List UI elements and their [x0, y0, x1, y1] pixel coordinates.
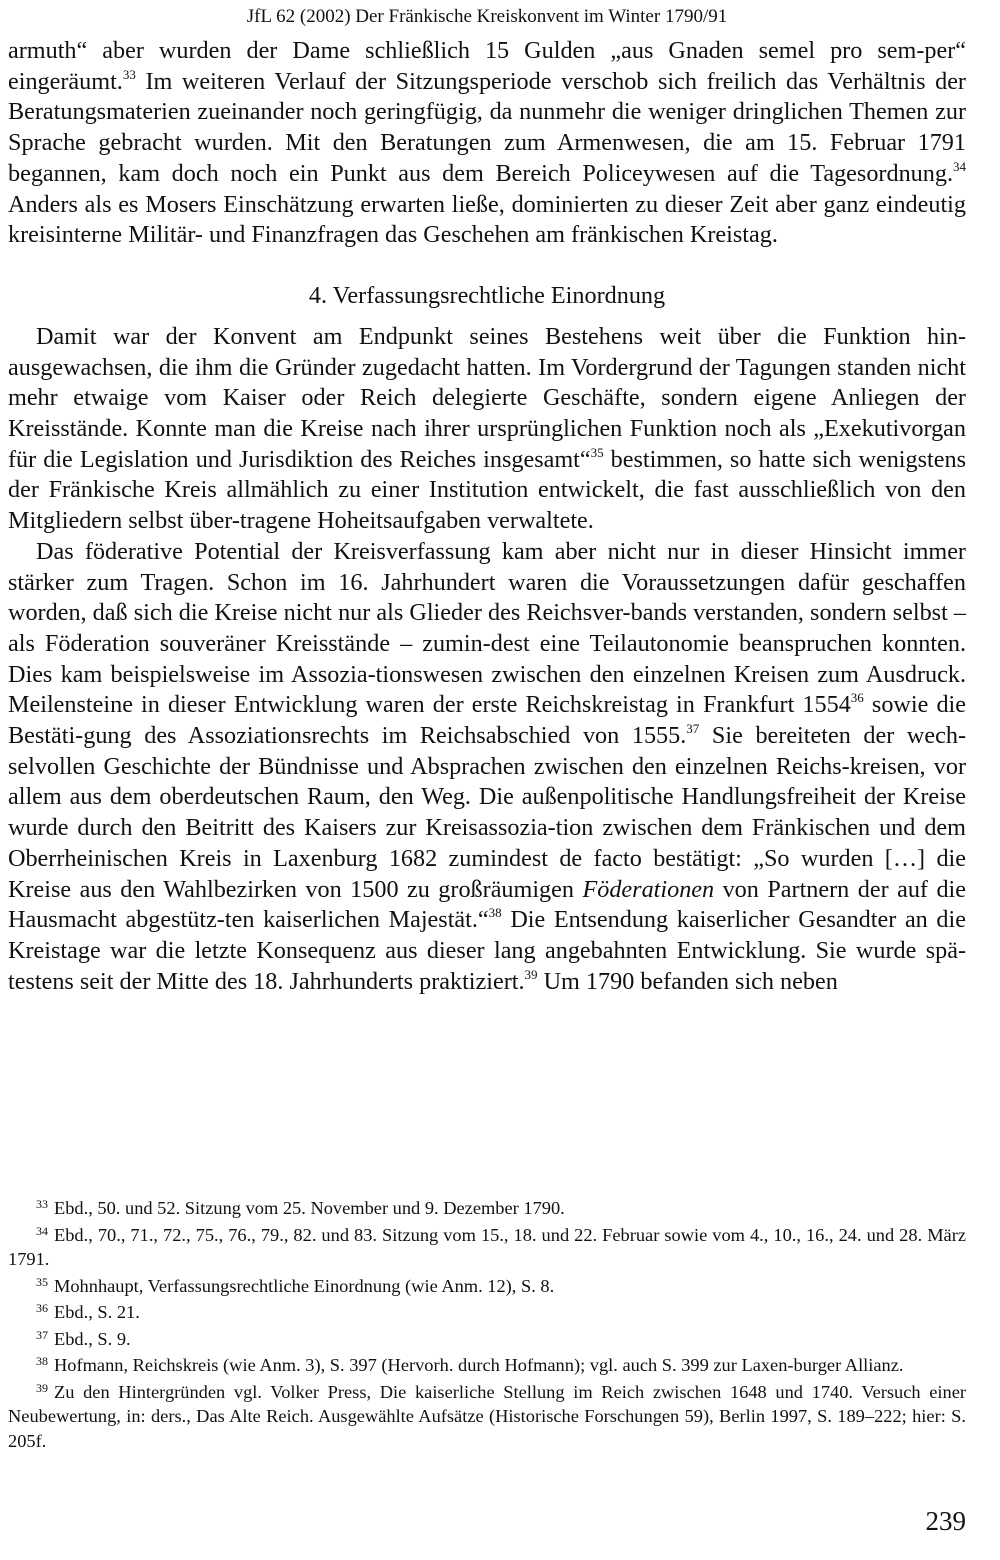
body-text [8, 36, 966, 997]
footnote-ref[interactable]: 33 [122, 66, 136, 82]
text-run: sowie die Bestäti-gung des Assoziationsrechts im Reichsabschied von 1555. [8, 691, 966, 750]
text-run: Anders als es Mosers Einschätzung erwarten ließe, dominierten zu dieser Zeit aber ganz eindeutig kreisinterne Militär- und Finanzfragen das Geschehen am fränkischen Kreistag. [8, 190, 966, 249]
footnote-text: Zu den Hintergründen vgl. Volker Press, Die kaiserliche Stellung im Reich zwischen 1648 und 1740. Versuch einer Neubewertung, in: ders., Das Alte Reich. Ausgewählte Aufsätze (Historische Forschungen 59), Berlin 1997, S. 189–222; hier: S. 205f. [8, 1381, 966, 1451]
italic-emphasis: Föderationen [582, 875, 715, 903]
footnote-ref[interactable]: 36 [850, 690, 864, 706]
footnote-number: 35 [36, 1274, 48, 1289]
footnote [8, 1223, 966, 1272]
text-run: Damit war der Konvent am Endpunkt seines Bestehens weit über die Funktion hin-ausgewachsen, die ihm die Gründer zugedacht hatten. Im Vordergrund der Tagungen standen nicht mehr etwaige vom Kaiser oder Reich delegierte Geschäfte, sondern eigene Anliegen der Kreisstände. Konnte man die Kreise nach ihrer ursprünglichen Funktion noch als „Exekutivorgan für die Legislation und Jurisdiktion des Reiches insgesamt“ [8, 322, 966, 473]
footnote-ref[interactable]: 35 [590, 444, 604, 460]
footnote-text: Mohnhaupt, Verfassungsrechtliche Einordnung (wie Anm. 12), S. 8. [54, 1275, 555, 1296]
text-run: Um 1790 befanden sich neben [537, 967, 838, 995]
footnote [8, 1327, 966, 1352]
paragraph [8, 322, 966, 537]
text-run: Die Entsendung kaiserlicher Gesandter an die Kreistage war die letzte Konsequenz aus dieser lang angebahnten Entwicklung. Sie wurde spä-testens seit der Mitte des 18. Jahrhunderts praktiziert. [8, 906, 966, 995]
footnote-ref[interactable]: 37 [686, 721, 700, 737]
footnote [8, 1274, 966, 1299]
footnote-ref[interactable]: 38 [488, 905, 502, 921]
text-run: bestimmen, so hatte sich wenigstens der Fränkische Kreis allmählich zu einer Institution entwickelt, die fast ausschließlich von den Mitgliedern selbst über-tragene Hoheitsaufgaben verwaltete. [8, 445, 966, 535]
page-number: 239 [925, 1506, 966, 1536]
footnote-text: Ebd., S. 9. [54, 1328, 131, 1349]
footnote-number: 38 [36, 1354, 48, 1368]
section-heading: 4. Verfassungsrechtliche Einordnung [308, 281, 666, 309]
footnote-ref[interactable]: 34 [953, 158, 966, 174]
footnote-number: 34 [36, 1223, 48, 1238]
paragraph [8, 537, 966, 998]
footnote [8, 1196, 966, 1221]
running-header: JfL 62 (2002) Der Fränkische Kreiskonvent im Winter 1790/91 [246, 6, 728, 27]
footnote-text: Ebd., S. 21. [54, 1302, 140, 1322]
footnote-number: 37 [36, 1327, 48, 1342]
footnote-text: Ebd., 50. und 52. Sitzung vom 25. November und 9. Dezember 1790. [54, 1198, 565, 1218]
text-run: Sie bereiteten der wech-selvollen Geschichte der Bündnisse und Absprachen zwischen den einzelnen Reichs-kreisen, vor allem aus dem oberdeutschen Raum, den Weg. Die außenpolitische Handlungsfreiheit der Kreise wurde durch den Beitritt des Kaisers zur Kreisassozia-tion zwischen dem Fränkischen und dem Oberrheinischen Kreis in Laxenburg 1682 zumindest de facto bestätigt: „So wurden […] die Kreise aus den Wahlbezirken von 1500 zu großräumigen [8, 722, 966, 903]
footnote-number: 33 [36, 1197, 48, 1211]
text-run: armuth“ aber wurden der Dame schließlich 15 Gulden „aus Gnaden semel pro sem-per“ eingeräumt. [8, 37, 966, 95]
footnote [8, 1353, 966, 1378]
paragraph-continued [8, 36, 966, 251]
footnote-text: Hofmann, Reichskreis (wie Anm. 3), S. 397 (Hervorh. durch Hofmann); vgl. auch S. 399 zur Laxen-burger Allianz. [54, 1355, 904, 1375]
text-run: Im weiteren Verlauf der Sitzungsperiode verschob sich freilich das Verhältnis der Beratungsmaterien zueinander noch geringfügig, da nunmehr die weniger dringlichen Themen zur Sprache gebracht wurden. Mit den Beratungen zum Armenwesen, die am 15. Februar 1791 begannen, kam doch noch ein Punkt aus dem Bereich Policeywesen auf die Tagesordnung. [8, 67, 966, 187]
footnote-text: Ebd., 70., 71., 72., 75., 76., 79., 82. und 83. Sitzung vom 15., 18. und 22. Februar sowie vom 4., 10., 16., 24. und 28. März 1791. [8, 1224, 966, 1269]
footnote-ref[interactable]: 39 [524, 966, 538, 982]
footnote-number: 36 [36, 1301, 48, 1315]
footnote [8, 1380, 966, 1454]
page [8, 0, 966, 1536]
text-run: Das föderative Potential der Kreisverfassung kam aber nicht nur in dieser Hinsicht immer stärker zum Tragen. Schon im 16. Jahrhundert waren die Voraussetzungen dafür geschaffen worden, daß sich die Kreise nicht nur als Glieder des Reichsver-bands verstanden, sondern selbst – als Föderation souveräner Kreisstände – zumin-dest eine Teilautonomie beanspruchen konnten. Dies kam beispielsweise im Assozia-tionswesen zwischen den einzelnen Kreisen zum Ausdruck. Meilensteine in dieser Entwicklung waren der erste Reichskreistag in Frankfurt 1554 [8, 537, 966, 719]
text-run: von Partnern der auf die Hausmacht abgestütz-ten kaiserlichen Majestät.“ [8, 875, 966, 934]
footnote [8, 1300, 966, 1325]
footnote-number: 39 [36, 1380, 48, 1395]
footnotes [8, 1196, 966, 1455]
